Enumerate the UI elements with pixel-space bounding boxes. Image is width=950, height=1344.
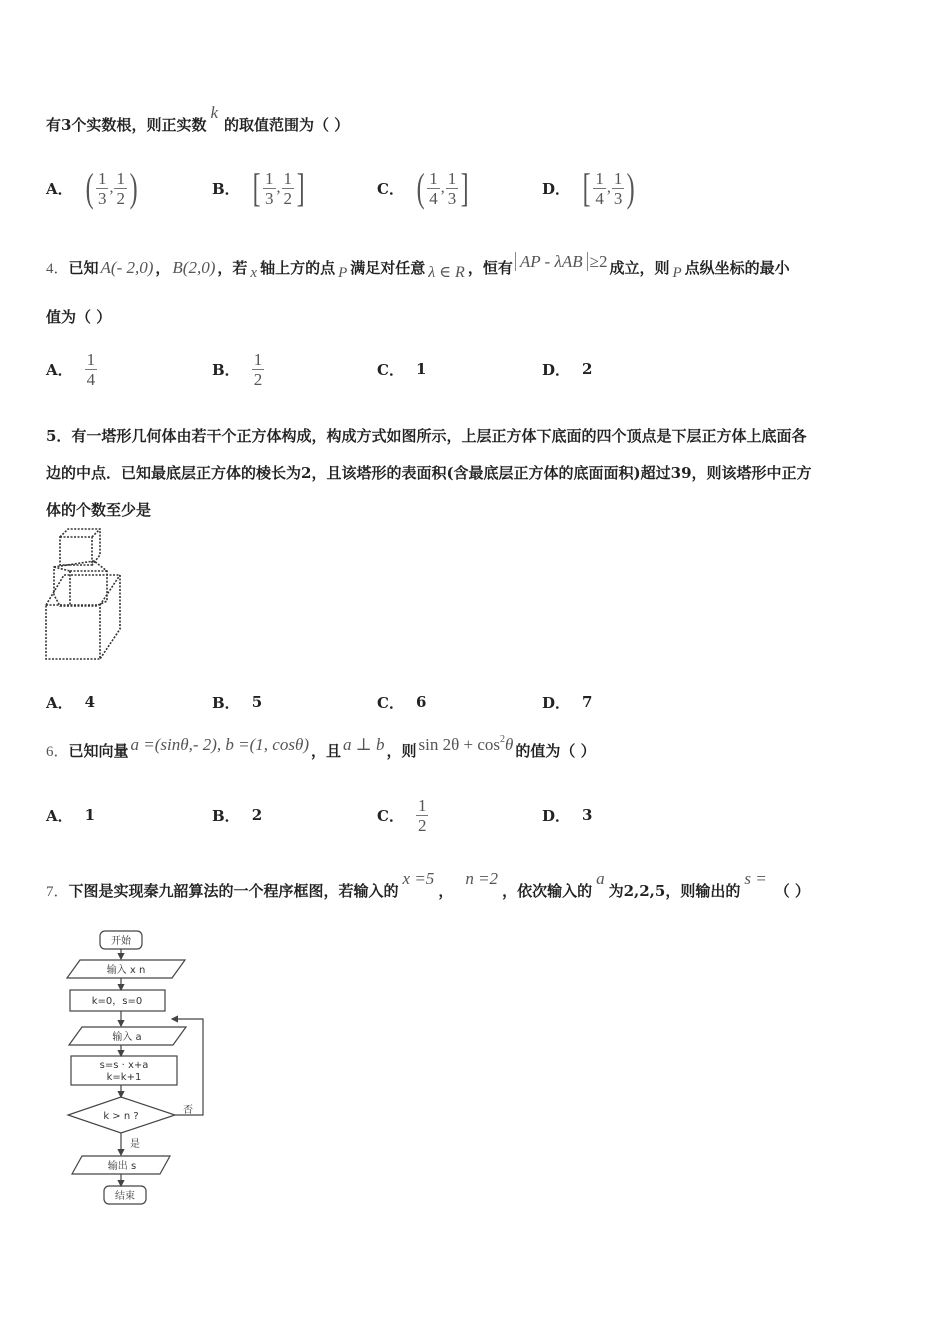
- q6-option-value: 2: [251, 806, 263, 824]
- q4-text-4: 满足对任意: [350, 259, 426, 277]
- flow-yes-label: 是: [130, 1139, 140, 1150]
- q6-stem: [46, 734, 596, 762]
- q6-vectors: a =(sinθ,- 2), b =(1, cosθ): [130, 735, 309, 754]
- q3-frac-lower: [593, 169, 606, 208]
- q4-option-2[interactable]: [212, 346, 264, 392]
- q5-line-1: [46, 426, 806, 447]
- q4-number: 4．: [46, 261, 69, 277]
- q3-left-bracket: [: [252, 165, 261, 210]
- q6-option-1[interactable]: [46, 792, 95, 838]
- q3-option-label: C．: [377, 179, 404, 198]
- q3-var-k: k: [210, 103, 218, 122]
- q3-frac-upper: [446, 169, 459, 208]
- top-cube-front: [60, 537, 92, 565]
- q4-option-fraction: [85, 350, 98, 389]
- flow-no-label: 否: [183, 1105, 193, 1116]
- middle-cube-edge-1: [54, 567, 70, 571]
- q3-option-4[interactable]: D． [ $\frac{1}{4}$ , $\frac{1}{3}$ ): [542, 165, 636, 210]
- q6-option-fraction: [416, 796, 429, 835]
- flow-input-xn-label: 输入 x n: [106, 965, 146, 976]
- q7-x-value: x =5: [402, 869, 435, 888]
- q3-right-bracket: ]: [460, 165, 469, 210]
- q7-number: 7．: [46, 884, 69, 900]
- q3-frac-upper: [612, 169, 625, 208]
- q3-frac-lower: [96, 169, 109, 208]
- q3-left-bracket: (: [85, 165, 94, 210]
- tower-figure: [40, 525, 130, 665]
- q6-text-4: 的值为（ ）: [515, 742, 596, 760]
- q7-stem: [46, 869, 810, 902]
- q3-option-1[interactable]: A． ( $\frac{1}{3}$ , $\frac{1}{2}$ ): [46, 165, 138, 210]
- q3-frac-upper: [282, 169, 295, 208]
- q4-option-fraction: [252, 350, 265, 389]
- q5-option-value: 7: [582, 693, 593, 711]
- q7-s-value: s =: [744, 869, 767, 888]
- q4-option-1[interactable]: [46, 346, 97, 392]
- q4-var-p: P: [338, 265, 348, 281]
- q3-frac-upper-numerator: 1: [283, 168, 293, 188]
- q3-left-bracket: (: [416, 165, 425, 210]
- bottom-cube-back: [46, 575, 120, 659]
- q6-number: 6．: [46, 744, 69, 760]
- q6-text-2: ，且: [310, 742, 341, 760]
- q4-option-label: C．: [377, 360, 404, 379]
- q3-stem-a: 有3个实数根，则正实数: [46, 116, 207, 134]
- middle-cube: [54, 561, 107, 606]
- q3-frac-upper: [114, 169, 127, 208]
- q4-var-x: x: [250, 265, 258, 281]
- flow-init-label: k=0，s=0: [91, 996, 143, 1007]
- q4-text-2: ，若: [217, 259, 248, 277]
- q4-option-label: B．: [212, 360, 240, 379]
- q4-line-2: 值为（ ）: [46, 308, 112, 326]
- flow-condition-label: k > n ?: [103, 1111, 139, 1122]
- q3-frac-upper-numerator: 1: [116, 168, 125, 188]
- q3-frac-lower-numerator: 1: [595, 168, 604, 188]
- q5-line-2: 边的中点．已知最底层正方体的棱长为2，且该塔形的表面积(含最底层正方体的底面面积)超过39，则该塔形中正方: [46, 464, 812, 482]
- q3-right-bracket: ): [129, 165, 138, 210]
- q6-option-label: C．: [377, 806, 404, 825]
- q4-lambda: λ ∈ R: [428, 264, 465, 281]
- q3-frac-lower-denominator: 4: [429, 188, 438, 208]
- q6-option-value: 3: [582, 806, 593, 824]
- flow-end-label: 结束: [115, 1191, 135, 1202]
- q5-option-3[interactable]: [377, 679, 426, 725]
- q5-option-4[interactable]: [542, 679, 592, 725]
- q5-option-value: 6: [415, 693, 427, 711]
- q6-option-value: 1: [84, 806, 96, 824]
- q6-exponent: 2: [500, 734, 505, 745]
- flow-start-label: 开始: [111, 936, 131, 947]
- q5-option-label: C．: [377, 693, 404, 712]
- q7-text-1: 下图是实现秦九韶算法的一个程序框图，若输入的: [68, 882, 399, 900]
- q6-option-label: D．: [542, 806, 571, 825]
- flowchart: [60, 925, 220, 1210]
- q6-option-label: A．: [46, 806, 73, 825]
- q4-var-p2: P: [672, 265, 682, 281]
- q3-option-2[interactable]: B． [ $\frac{1}{3}$ , $\frac{1}{2}$ ]: [212, 165, 305, 210]
- q3-frac-upper-numerator: 1: [447, 168, 457, 188]
- q7-var-a: a: [596, 869, 605, 888]
- q5-option-value: 5: [251, 693, 263, 711]
- q6-theta: θ: [505, 735, 514, 754]
- q3-right-bracket: ]: [296, 165, 305, 210]
- q6-option-label: B．: [212, 806, 240, 825]
- q4-option-fraction-numerator: 1: [86, 349, 96, 369]
- q6-expression: sin 2θ + cos: [418, 735, 500, 754]
- q4-option-fraction-denominator: 4: [86, 369, 96, 389]
- q3-frac-upper-denominator: 3: [447, 188, 457, 208]
- q6-option-3[interactable]: [377, 792, 428, 838]
- q4-text-3: 轴上方的点: [260, 259, 336, 277]
- q4-option-4[interactable]: [542, 346, 592, 392]
- q3-option-label: A．: [46, 179, 73, 198]
- q7-sep: ，: [438, 882, 454, 900]
- q4-point-a: A(- 2,0): [100, 258, 154, 277]
- q7-text-2: ，依次输入的: [502, 882, 593, 900]
- q5-option-1[interactable]: [46, 679, 95, 725]
- q3-frac-lower-denominator: 3: [265, 188, 274, 208]
- q4-text-7: 点纵坐标的最小: [684, 259, 790, 277]
- q4-vector-expr: AP - λAB: [515, 252, 588, 271]
- q3-right-bracket: ): [627, 165, 636, 210]
- q3-frac-lower-numerator: 1: [429, 168, 438, 188]
- q3-frac-lower-denominator: 3: [97, 188, 107, 208]
- q4-text-5: ，恒有: [467, 259, 513, 277]
- flow-calc-label-2: k=k+1: [106, 1072, 142, 1083]
- q3-option-3[interactable]: C． ( $\frac{1}{4}$ , $\frac{1}{3}$ ]: [377, 165, 469, 210]
- q4-inequality: ≥2: [589, 252, 608, 271]
- q4-point-b: B(2,0): [172, 258, 216, 277]
- q6-option-fraction-denominator: 2: [417, 815, 427, 835]
- q4-stem: [46, 252, 790, 281]
- q4-sep: ，: [155, 259, 171, 277]
- q3-stem-b: 的取值范围为（ ）: [224, 116, 350, 134]
- flow-calc-label-1: s=s · x+a: [99, 1060, 149, 1071]
- q5-line-1-text: 5．有一塔形几何体由若干个正方体构成，构成方式如图所示，上层正方体下底面的四个顶点是下层正方体上底面各: [46, 427, 807, 445]
- q3-frac-lower-numerator: 1: [265, 168, 274, 188]
- q7-n-value: n =2: [465, 869, 499, 888]
- q5-option-value: 4: [84, 693, 96, 711]
- q5-option-label: B．: [212, 693, 240, 712]
- top-cube-edge: [92, 529, 100, 537]
- q6-text-3: ，则: [386, 742, 417, 760]
- q5-option-label: A．: [46, 693, 73, 712]
- q4-option-fraction-denominator: 2: [253, 369, 263, 389]
- q3-frac-lower: [263, 169, 276, 208]
- q4-text-1: 已知: [68, 259, 99, 277]
- q3-option-label: B．: [212, 179, 240, 198]
- q7-text-4: （ ）: [774, 882, 810, 900]
- q4-option-3[interactable]: [377, 346, 426, 392]
- q6-option-fraction-numerator: 1: [417, 795, 427, 815]
- q3-frac-upper-numerator: 1: [613, 168, 623, 188]
- q6-text-1: 已知向量: [68, 742, 129, 760]
- q5-option-2[interactable]: [212, 679, 262, 725]
- flow-output-label: 输出 s: [107, 1161, 137, 1172]
- q4-option-fraction-numerator: 1: [253, 349, 263, 369]
- q3-frac-lower: [427, 169, 440, 208]
- q3-frac-lower-numerator: 1: [97, 168, 107, 188]
- q4-option-value: 2: [582, 360, 593, 378]
- q4-option-value: 1: [415, 360, 427, 378]
- bottom-cube-front: [46, 605, 100, 659]
- q4-option-label: A．: [46, 360, 73, 379]
- bottom-cube-edge: [100, 575, 120, 605]
- q6-perpendicular: a ⊥ b: [343, 735, 385, 754]
- top-cube-back: [60, 529, 100, 565]
- q3-frac-upper-denominator: 3: [613, 188, 623, 208]
- q6-option-2[interactable]: [212, 792, 262, 838]
- q4-option-label: D．: [542, 360, 571, 379]
- q5-option-label: D．: [542, 693, 571, 712]
- flow-input-a-label: 输入 a: [112, 1032, 142, 1043]
- q4-text-6: 成立，则: [609, 259, 670, 277]
- q3-frac-upper-denominator: 2: [283, 188, 293, 208]
- q6-option-4[interactable]: [542, 792, 592, 838]
- q3-frac-upper-denominator: 2: [116, 188, 125, 208]
- q3-frac-lower-denominator: 4: [595, 188, 604, 208]
- q3-stem: [46, 103, 350, 135]
- q3-option-label: D．: [542, 179, 571, 198]
- q5-line-3: 体的个数至少是: [46, 501, 152, 519]
- q3-left-bracket: [: [582, 165, 591, 210]
- q7-text-3: 为2,2,5，则输出的: [608, 882, 741, 900]
